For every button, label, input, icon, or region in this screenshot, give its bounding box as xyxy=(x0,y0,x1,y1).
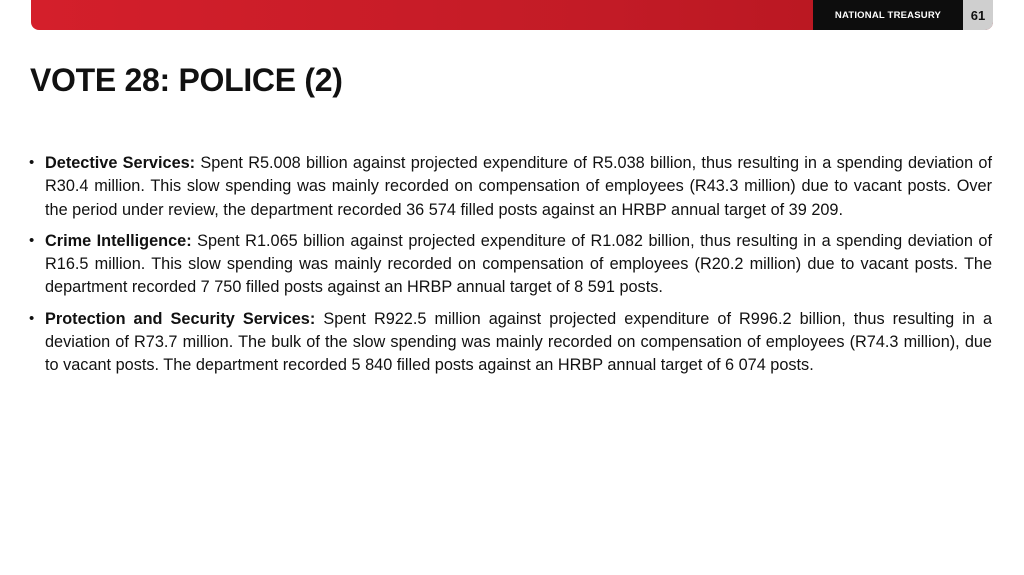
header-bar xyxy=(31,0,993,30)
bullet-icon: • xyxy=(29,231,35,249)
page-number: 61 xyxy=(963,0,993,30)
bullet-text: Spent R5.008 billion against projected expenditure of R5.038 billion, thus resulting in a spending deviation of R30.4 million. This slow spending was mainly recorded on compensation of employees (R43.3 million) due to vacant posts. Over the period under review, the department recorded 36 574 filled posts against an HRBP annual target of 39 209. xyxy=(45,154,992,219)
bullet-item-detective-services xyxy=(28,152,992,222)
slide-title: VOTE 28: POLICE (2) xyxy=(30,62,343,98)
bullet-lead: Detective Services: xyxy=(45,154,201,172)
bullet-lead: Protection and Security Services: xyxy=(45,309,324,328)
bullet-icon: • xyxy=(29,154,35,171)
bullet-item-protection-security xyxy=(28,308,992,378)
bullet-lead: Crime Intelligence: xyxy=(45,231,198,250)
bullet-text: Spent R922.5 million against projected expenditure of R996.2 billion, thus resulting in a deviation of R73.7 million. The bulk of the slow spending was mainly recorded on compensation of employees (R74.3 million), due to vacant posts. The department recorded 5 840 filled posts against an HRBP annual target of 6 074 posts. xyxy=(45,309,993,375)
bullet-item-crime-intelligence xyxy=(28,230,992,300)
bullet-icon: • xyxy=(29,309,35,327)
bullet-text: Spent R1.065 billion against projected expenditure of R1.082 billion, thus resulting in a spending deviation of R16.5 million. This slow spending was mainly recorded on compensation of employees (R20.2 million) due to vacant posts. The department recorded 7 750 filled posts against an HRBP annual target of 8 591 posts. xyxy=(45,231,992,297)
brand-label: NATIONAL TREASURY xyxy=(813,0,963,30)
bullet-list xyxy=(28,152,992,386)
